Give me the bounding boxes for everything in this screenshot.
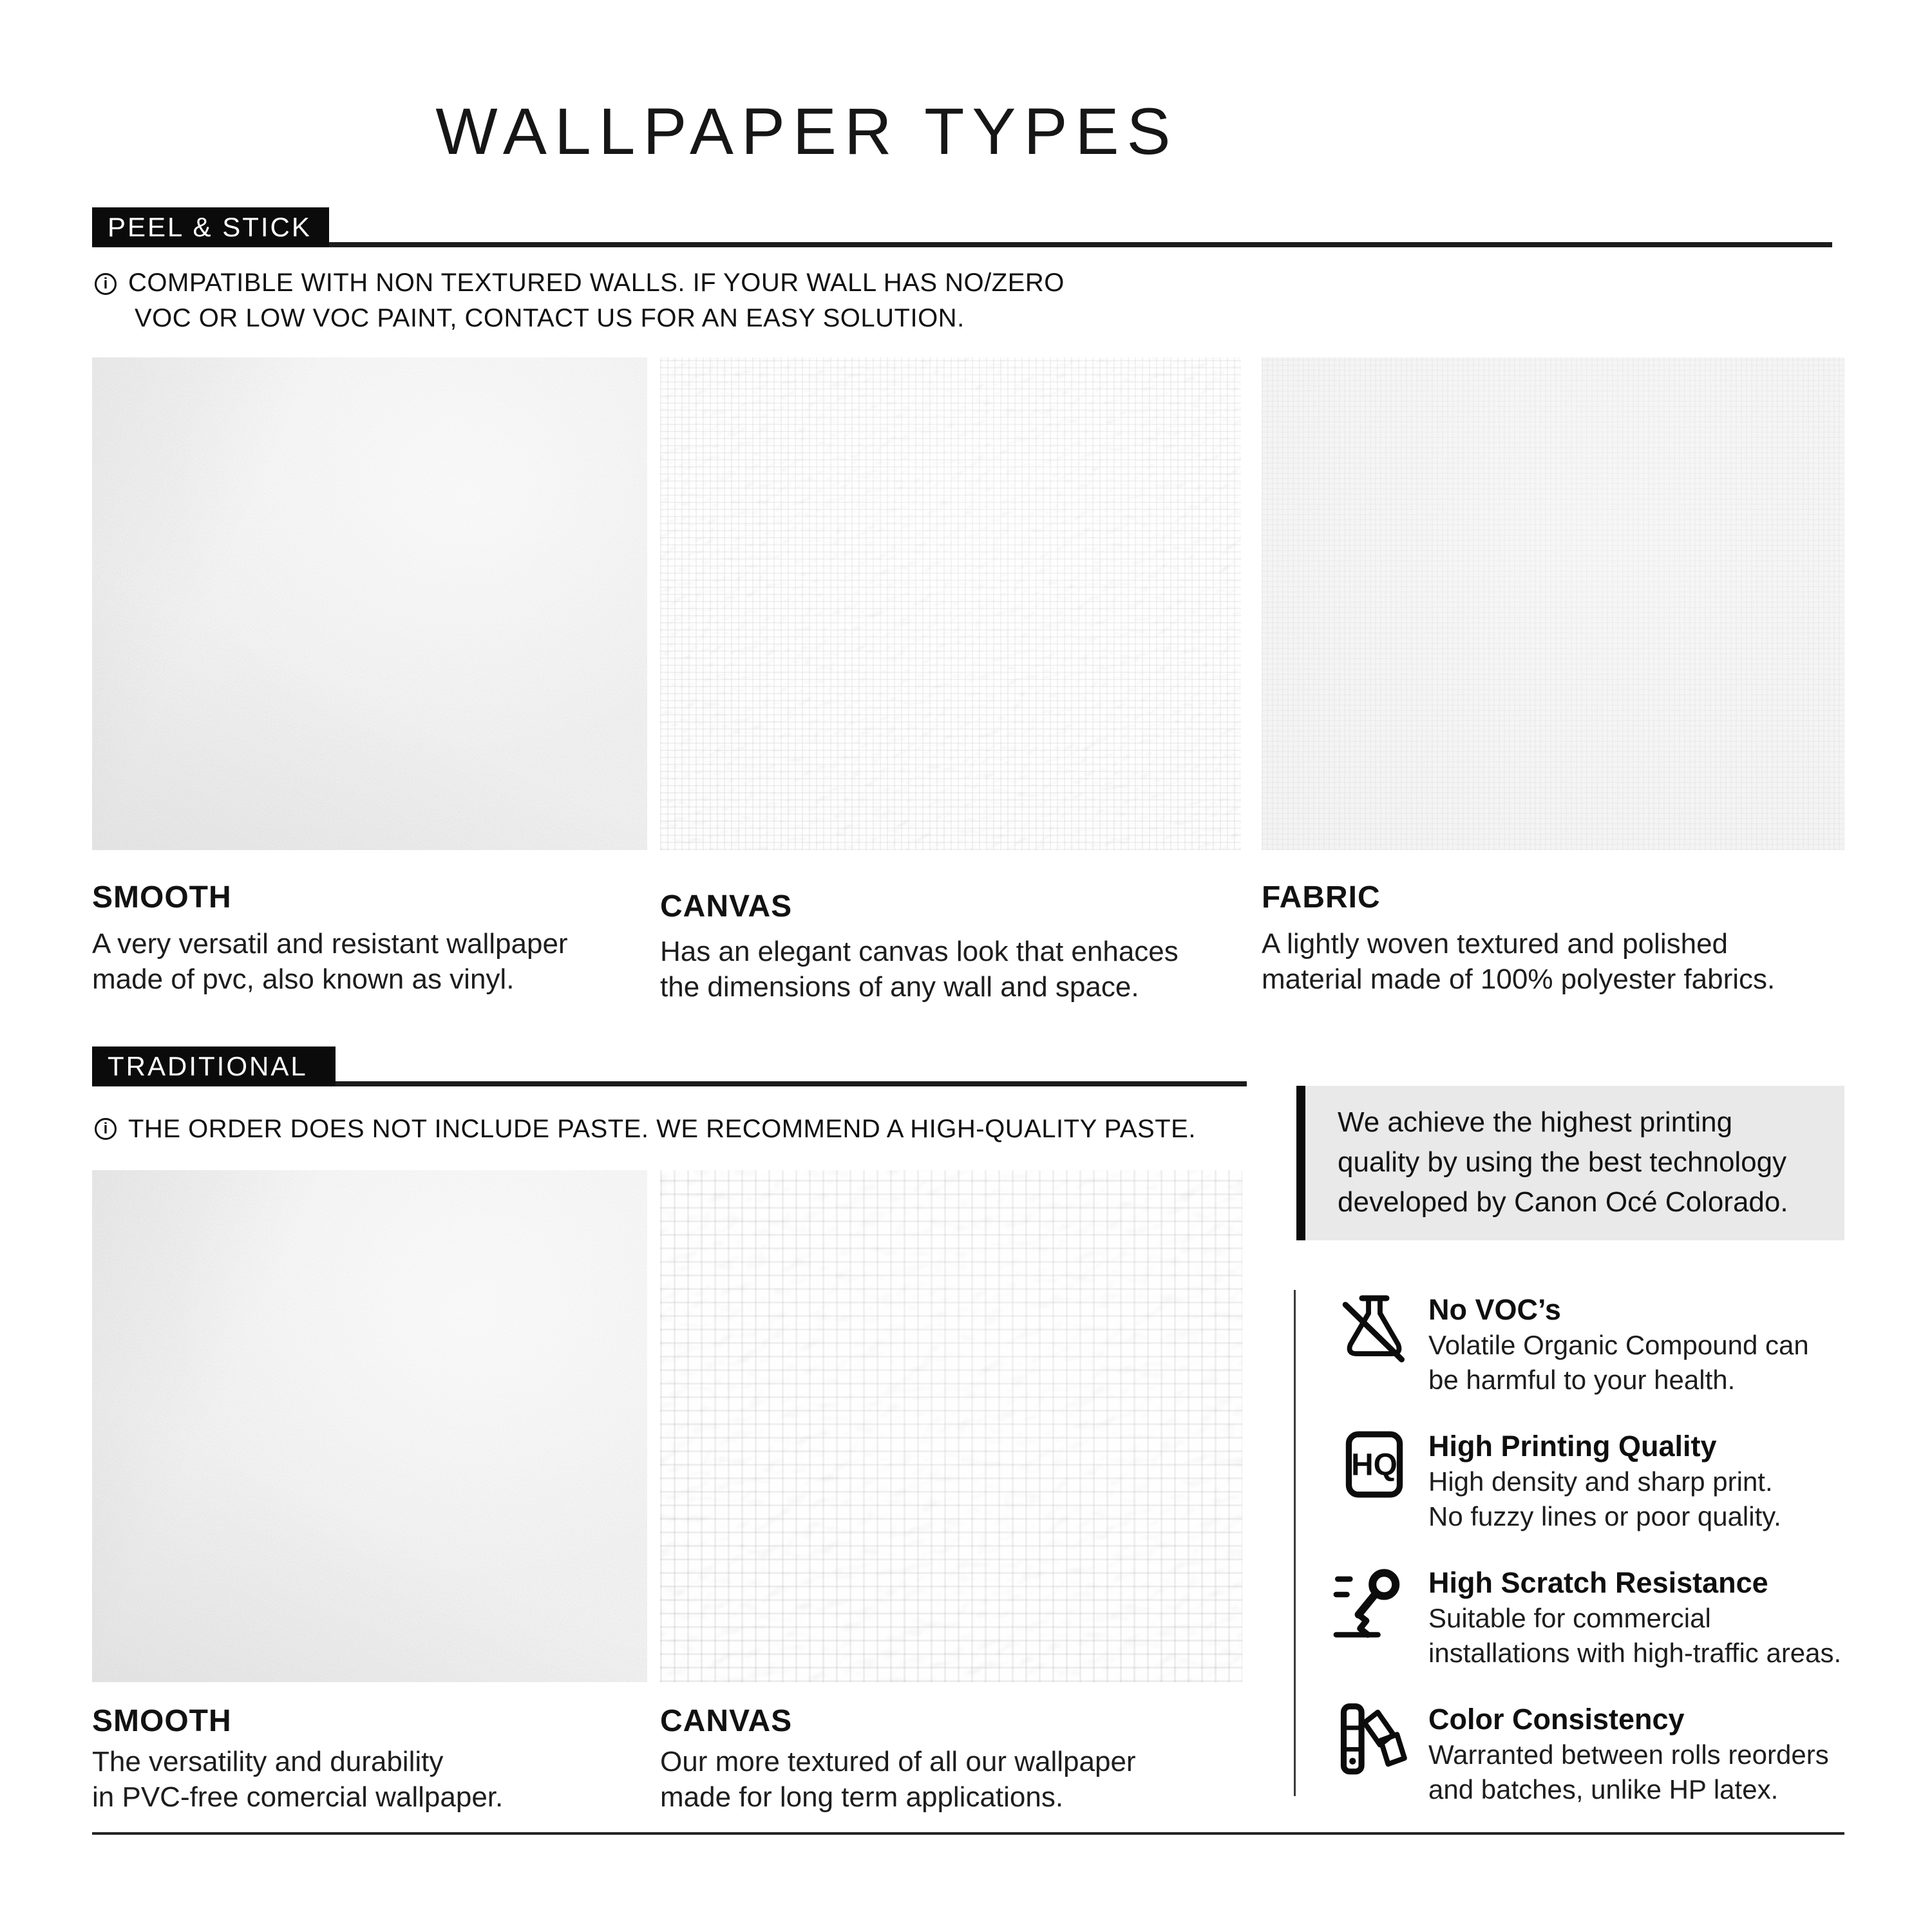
- feature-desc-line-2: and batches, unlike HP latex.: [1428, 1774, 1779, 1804]
- texture-photo-peel-fabric: [1262, 357, 1844, 850]
- bottom-rule: [92, 1832, 1844, 1835]
- texture-desc-line-2: in PVC-free comercial wallpaper.: [92, 1781, 504, 1813]
- peel-stick-info-icon: i: [95, 273, 117, 295]
- feature-desc-line-2: No fuzzy lines or poor quality.: [1428, 1501, 1781, 1531]
- texture-shading: [92, 357, 647, 850]
- quality-note-line-3: developed by Canon Océ Colorado.: [1338, 1186, 1788, 1218]
- texture-name-peel-fabric: FABRIC: [1262, 880, 1381, 914]
- feature-title: High Scratch Resistance: [1428, 1566, 1768, 1599]
- page-title: WALLPAPER TYPES: [435, 95, 1179, 168]
- flask-no-voc-icon: [1338, 1293, 1410, 1365]
- texture-desc-line-1: Has an elegant canvas look that enhaces: [660, 936, 1179, 967]
- texture-desc-line-1: A very versatil and resistant wallpaper: [92, 928, 568, 960]
- color-swatches-icon: [1336, 1703, 1410, 1777]
- texture-desc-traditional-canvas: [660, 1744, 1136, 1815]
- quality-note-box: [1305, 1086, 1844, 1240]
- feature-desc: [1428, 1464, 1781, 1534]
- texture-desc-traditional-smooth: [92, 1744, 503, 1815]
- texture-desc-line-2: made for long term applications.: [660, 1781, 1064, 1813]
- peel-stick-underline: [92, 242, 1832, 247]
- texture-desc-line-1: The versatility and durability: [92, 1746, 444, 1777]
- quality-note-accent-bar: [1296, 1086, 1305, 1240]
- texture-desc-peel-fabric: [1262, 926, 1775, 997]
- texture-desc-peel-canvas: [660, 934, 1179, 1005]
- hq-badge-text: HQ: [1351, 1448, 1397, 1482]
- texture-name-traditional-canvas: CANVAS: [660, 1704, 793, 1738]
- texture-photo-traditional-smooth: [92, 1170, 647, 1682]
- feature-desc-line-1: Warranted between rolls reorders: [1428, 1739, 1829, 1770]
- texture-name-peel-canvas: CANVAS: [660, 889, 793, 923]
- feature-title: Color Consistency: [1428, 1703, 1685, 1736]
- texture-shading: [1262, 357, 1844, 850]
- feature-title: No VOC’s: [1428, 1293, 1561, 1326]
- traditional-info-line: THE ORDER DOES NOT INCLUDE PASTE. WE RECOMMEND A HIGH-QUALITY PASTE.: [128, 1115, 1196, 1143]
- texture-shading: [660, 1170, 1242, 1682]
- texture-photo-peel-smooth: [92, 357, 647, 850]
- feature-desc: [1428, 1328, 1809, 1397]
- peel-stick-info-line-1: COMPATIBLE WITH NON TEXTURED WALLS. IF YOUR WALL HAS NO/ZERO: [128, 269, 1065, 297]
- texture-name-traditional-smooth: SMOOTH: [92, 1704, 232, 1738]
- texture-photo-traditional-canvas: [660, 1170, 1242, 1682]
- texture-desc-line-2: the dimensions of any wall and space.: [660, 971, 1139, 1003]
- feature-desc: [1428, 1738, 1829, 1807]
- feature-desc-line-2: be harmful to your health.: [1428, 1365, 1736, 1395]
- peel-stick-section-label: PEEL & STICK: [92, 207, 329, 247]
- texture-desc-line-2: made of pvc, also known as vinyl.: [92, 963, 515, 995]
- texture-desc-peel-smooth: [92, 926, 568, 997]
- texture-desc-line-2: material made of 100% polyester fabrics.: [1262, 963, 1776, 995]
- texture-photo-peel-canvas: [660, 357, 1241, 850]
- features-divider: [1294, 1290, 1296, 1796]
- traditional-section-label: TRADITIONAL: [92, 1046, 336, 1086]
- traditional-info-icon: i: [95, 1118, 117, 1140]
- feature-desc-line-2: installations with high-traffic areas.: [1428, 1638, 1842, 1668]
- feature-desc-line-1: Volatile Organic Compound can: [1428, 1330, 1809, 1360]
- texture-shading: [92, 1170, 647, 1682]
- texture-desc-line-1: A lightly woven textured and polished: [1262, 928, 1728, 960]
- feature-desc: [1428, 1601, 1841, 1671]
- texture-desc-line-1: Our more textured of all our wallpaper: [660, 1746, 1136, 1777]
- quality-note-line-2: quality by using the best technology: [1338, 1146, 1787, 1178]
- texture-name-peel-smooth: SMOOTH: [92, 880, 232, 914]
- feature-desc-line-1: Suitable for commercial: [1428, 1603, 1711, 1633]
- quality-note-line-1: We achieve the highest printing: [1338, 1106, 1733, 1138]
- feature-title: High Printing Quality: [1428, 1430, 1717, 1463]
- feature-desc-line-1: High density and sharp print.: [1428, 1466, 1773, 1497]
- key-scratch-icon: [1333, 1564, 1410, 1641]
- hq-badge-icon: [1341, 1431, 1408, 1498]
- texture-shading: [660, 357, 1241, 850]
- peel-stick-info-line-2: VOC OR LOW VOC PAINT, CONTACT US FOR AN EASY SOLUTION.: [135, 304, 965, 332]
